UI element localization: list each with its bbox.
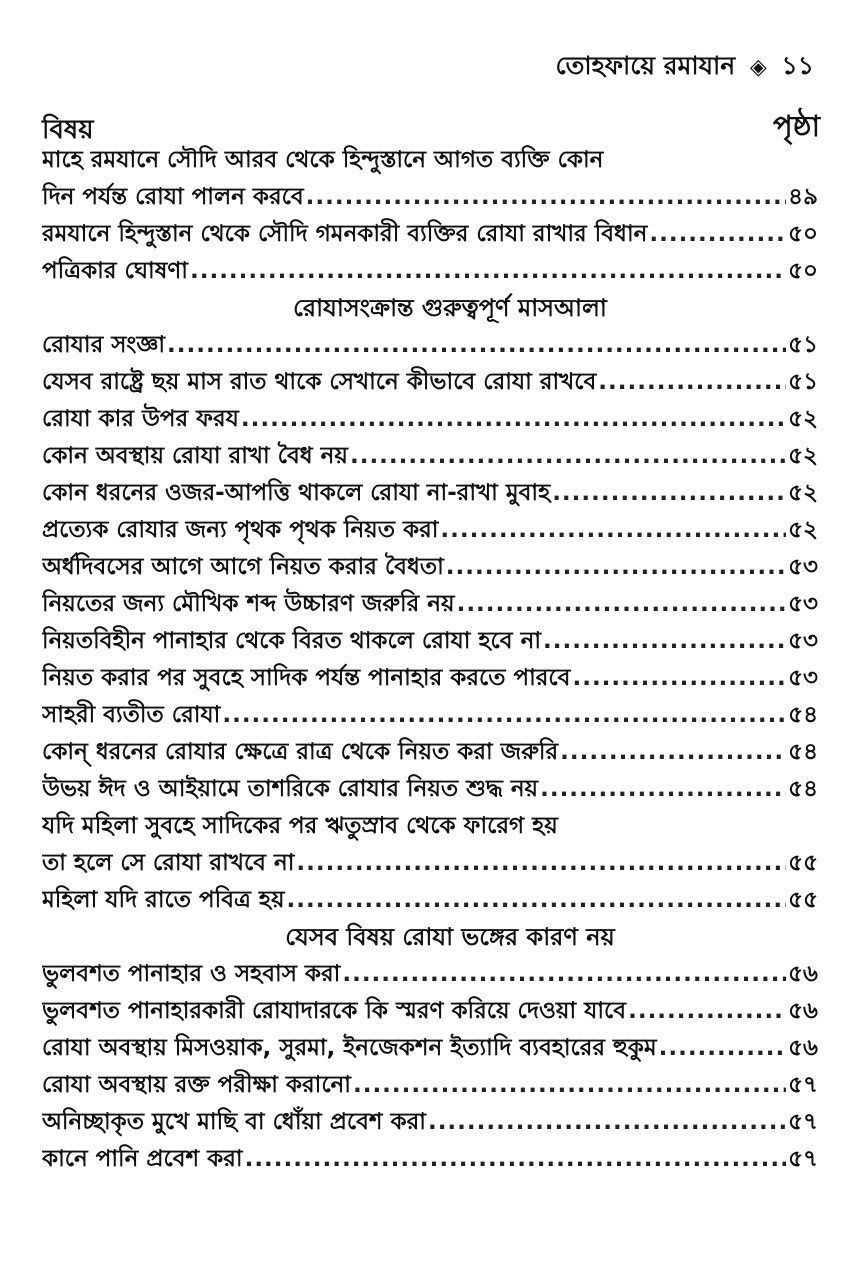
dot-leader [552, 475, 786, 512]
dot-leader [350, 438, 786, 475]
toc-entry [42, 660, 818, 697]
entry-title: মহিলা যদি রাতে পবিত্র হয় [42, 887, 285, 913]
dot-leader [440, 512, 786, 549]
toc-entry [42, 216, 818, 253]
entry-page: ৫৬ [788, 998, 818, 1024]
entry-title: রোযার সংজ্ঞা [42, 332, 166, 358]
entry-title: উভয় ঈদ ও আইয়ামে তাশরিকে রোযার নিয়ত শুদ্ধ নয় [42, 776, 539, 802]
entry-page: ৫২ [788, 480, 818, 506]
entry-page: ৫৪ [788, 776, 818, 802]
dot-leader [222, 697, 786, 734]
table-of-contents [42, 142, 818, 1178]
entry-title: নিয়তের জন্য মৌখিক শব্দ উচ্চারণ জরুরি নয় [42, 591, 455, 617]
toc-entry [42, 1104, 818, 1141]
entry-title: পত্রিকার ঘোষণা [42, 258, 188, 284]
entry-page: ৫২ [788, 517, 818, 543]
entry-title: তা হলে সে রোযা রাখবে না [42, 850, 295, 876]
entry-title: ভুলবশত পানাহারকারী রোযাদারকে কি স্মরণ করিয়ে দেওয়া যাবে [42, 998, 627, 1024]
dot-leader [628, 993, 786, 1030]
entry-page: ৫৩ [788, 628, 818, 654]
entry-page: ৫৬ [788, 1035, 818, 1061]
toc-entry [42, 401, 818, 438]
diamond-icon: ◈ [749, 55, 767, 80]
entry-title: অর্ধদিবসের আগে আগে নিয়ত করার বৈধতা [42, 554, 444, 580]
entry-page: ৫৪ [788, 739, 818, 765]
entry-title: যেসব রাষ্ট্রে ছয় মাস রাত থাকে সেখানে কীভাবে রোযা রাখবে [42, 369, 597, 395]
entry-page: ৫০ [788, 221, 818, 247]
entry-page: ৫৩ [788, 665, 818, 691]
toc-entry [42, 697, 818, 734]
toc-entry [42, 882, 818, 919]
dot-leader [560, 734, 786, 771]
entry-page: ৫৪ [788, 702, 818, 728]
dot-leader [306, 179, 787, 216]
toc-entry [42, 438, 818, 475]
dot-leader [245, 1141, 787, 1178]
toc-entry [42, 179, 818, 216]
entry-title: কোন ধরনের ওজর-আপত্তি থাকলে রোযা না-রাখা মুবাহ [42, 480, 551, 506]
entry-page: ৫৭ [788, 1109, 818, 1135]
entry-title: রমযানে হিন্দুস্তান থেকে সৌদি গমনকারী ব্যক্তির রোযা রাখার বিধান [42, 221, 648, 247]
entry-page: ৪৯ [788, 184, 818, 210]
entry-title: যদি মহিলা সুবহে সাদিকের পর ঋতুস্রাব থেকে ফারেগ হয় [42, 813, 558, 839]
entry-title: দিন পর্যন্ত রোযা পালন করবে [42, 184, 304, 210]
entry-title: কানে পানি প্রবেশ করা [42, 1146, 243, 1172]
toc-entry [42, 1030, 818, 1067]
page-number: ১১ [781, 51, 814, 80]
toc-entry [42, 1067, 818, 1104]
entry-title: অনিচ্ছাকৃত মুখে মাছি বা ধোঁয়া প্রবেশ করা [42, 1109, 426, 1135]
entry-title: রোযা অবস্থায় রক্ত পরীক্ষা করানো [42, 1072, 351, 1098]
dot-leader [572, 660, 786, 697]
entry-page: ৫১ [788, 332, 818, 358]
entry-page: ৫৭ [788, 1072, 818, 1098]
entry-page: ৫৩ [788, 554, 818, 580]
toc-entry [42, 586, 818, 623]
entry-title: নিয়তবিহীন পানাহার থেকে বিরত থাকলে রোযা হবে না [42, 628, 542, 654]
entry-title: নিয়ত করার পর সুবহে সাদিক পর্যন্ত পানাহার করতে পারবে [42, 665, 571, 691]
entry-title: কোন অবস্থায় রোযা রাখা বৈধ নয় [42, 443, 348, 469]
toc-entry [42, 956, 818, 993]
entry-title: ভুলবশত পানাহার ও সহবাস করা [42, 961, 341, 987]
toc-entry [42, 327, 818, 364]
section-heading: যেসব বিষয় রোযা ভঙ্গের কারণ নয় [285, 923, 615, 951]
toc-entry [42, 364, 818, 401]
dot-leader [241, 401, 786, 438]
dot-leader [649, 216, 786, 253]
dot-leader [296, 845, 786, 882]
entry-page: ৫১ [788, 369, 818, 395]
entry-title: রোযা কার উপর ফরয [42, 406, 239, 432]
entry-page: ৫২ [788, 443, 818, 469]
entry-title: কোন্ ধরনের রোযার ক্ষেত্রে রাত্র থেকে নিয়ত করা জরুরি [42, 739, 559, 765]
toc-entry [42, 475, 818, 512]
entry-page: ৫৩ [788, 591, 818, 617]
dot-leader [428, 1104, 786, 1141]
toc-entry [42, 734, 818, 771]
entry-title: রোযা অবস্থায় মিসওয়াক, সুরমা, ইনজেকশন ইত্যাদি ব্যবহারের হুকুম [42, 1035, 657, 1061]
dot-leader [342, 956, 786, 993]
entry-page: ৫৫ [788, 850, 818, 876]
book-title: তোহফায়ে রমাযান [555, 51, 736, 80]
dot-leader [598, 364, 786, 401]
entry-page: ৫৭ [788, 1146, 818, 1172]
dot-leader [659, 1030, 787, 1067]
dot-leader [543, 623, 786, 660]
toc-entry [42, 142, 818, 179]
entry-page: ৫৬ [788, 961, 818, 987]
dot-leader [353, 1067, 786, 1104]
toc-entry [42, 808, 818, 845]
entry-page: ৫০ [788, 258, 818, 284]
page-heading: পৃষ্ঠা [773, 109, 820, 143]
toc-entry [42, 771, 818, 808]
entry-title: প্রত্যেক রোযার জন্য পৃথক পৃথক নিয়ত করা [42, 517, 439, 543]
toc-entry [42, 845, 818, 882]
dot-leader [457, 586, 787, 623]
entry-page: ৫২ [788, 406, 818, 432]
dot-leader [540, 771, 786, 808]
entry-title: মাহে রমযানে সৌদি আরব থেকে হিন্দুস্তানে আগত ব্যক্তি কোন [42, 147, 604, 173]
dot-leader [446, 549, 786, 586]
toc-entry [42, 1141, 818, 1178]
entry-page: ৫৫ [788, 887, 818, 913]
toc-entry [42, 993, 818, 1030]
section-heading: রোযাসংক্রান্ত গুরুত্বপূর্ণ মাসআলা [293, 294, 607, 322]
running-header [555, 46, 814, 89]
subject-heading: বিষয় [42, 115, 94, 145]
toc-entry [42, 549, 818, 586]
toc-entry [42, 512, 818, 549]
dot-leader [167, 327, 786, 364]
entry-title: সাহরী ব্যতীত রোযা [42, 702, 221, 728]
dot-leader [287, 882, 787, 919]
toc-entry [42, 623, 818, 660]
dot-leader [190, 253, 786, 290]
toc-entry [42, 253, 818, 290]
